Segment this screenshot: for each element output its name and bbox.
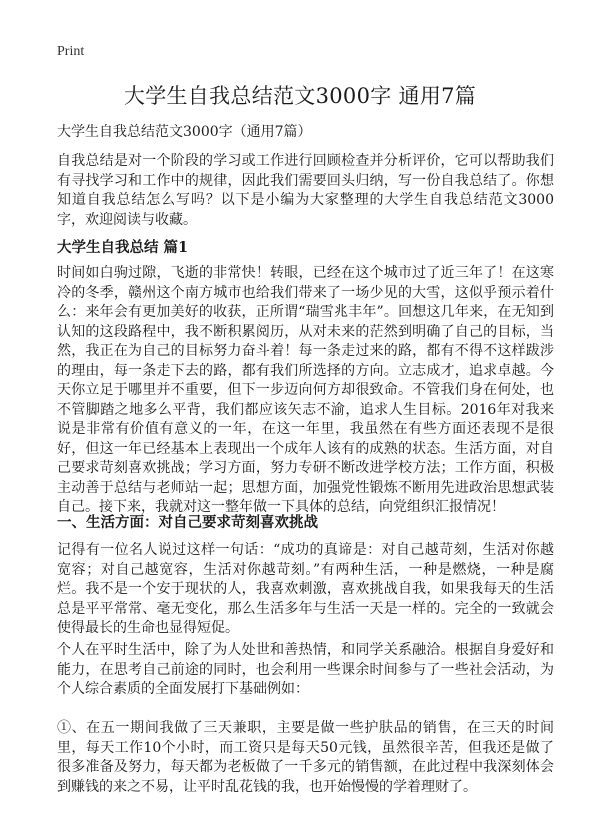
- print-link[interactable]: Print: [57, 44, 85, 59]
- life-paragraph-1: 记得有一位名人说过这样一句话：“成功的真谛是：对自己越苛刻，生活对你越宽容；对自己越宽容，生活对你越苛刻。”有两种生活，一种是燃烧，一种是腐烂。我不是一个安于现状的人，我喜欢刺激，喜欢挑战自我，如果我每天的生活总是平平常常、毫无变化，那么生活多年与生活一天是一样的。完全的一致就会使得最长的生命也显得短促。: [57, 542, 554, 636]
- intro-paragraph: 自我总结是对一个阶段的学习或工作进行回顾检查并分析评价，它可以帮助我们有寻找学习和工作中的规律，因此我们需要回头归纳，写一份自我总结了。你想知道自我总结怎么写吗？以下是小编为大家整理的大学生自我总结范文3000字，欢迎阅读与收藏。: [57, 153, 554, 228]
- section-heading-1: 大学生自我总结 篇1: [57, 239, 189, 256]
- life-paragraph-2: 个人在平时生活中，除了为人处世和善热情，和同学关系融洽。根据自身爱好和能力，在思考自己前途的同时，也会利用一些课余时间参与了一些社会活动，为个人综合素质的全面发展打下基础例如：: [57, 642, 554, 697]
- document-title: 大学生自我总结范文3000字 通用7篇: [123, 84, 477, 108]
- section-1-paragraph: 时间如白驹过隙，飞逝的非常快！转眼，已经在这个城市过了近三年了！在这寒冷的冬季，赣州这个南方城市也给我们带来了一场少见的大雪，这似乎预示着什么：来年会有更加美好的收获，正所谓“瑞雪兆丰年”。回想这几年来，在无知到认知的这段路程中，我不断积累阅历，从对未来的茫然到明确了自己的目标，当然，我正在为自己的目标努力奋斗着！每一条走过来的路，都有不得不这样跋涉的理由，每一条走下去的路，都有我们所选择的方向。立志成才，追求卓越。今天你立足于哪里并不重要，但下一步迈向何方却很致命。不管我们身在何处，也不管脚踏之地多么平背，我们都应该矢志不渝，追求人生目标。2016年对我来说是非常有价值有意义的一年，在这一年里，我虽然在有些方面还表现不是很好，但这一年已经基本上表现出一个成年人该有的成熟的状态。生活方面，对自己要求苛刻喜欢挑战；学习方面，努力专研不断改进学校方法；工作方面，积极主动善于总结与老师站一起；思想方面，加强党性锻炼不断用先进政治思想武装自己。接下来，我就对这一整年做一下具体的总结，向党组织汇报情况！: [57, 265, 554, 515]
- document-subtitle: 大学生自我总结范文3000字（通用7篇）: [57, 124, 312, 140]
- life-paragraph-3: ①、在五一期间我做了三天兼职，主要是做一些护肤品的销售，在三天的时间里，每天工作10个小时，而工资只是每天50元钱，虽然很辛苦，但我还是做了很多准备及努力，每天都为老板做了一千多元的销售额，在此过程中我深刻体会到赚钱的来之不易，让平时乱花钱的我，也开始慢慢的学着理财了。: [57, 720, 554, 795]
- section-heading-life: 一、生活方面：对自己要求苛刻喜欢挑战: [57, 514, 318, 531]
